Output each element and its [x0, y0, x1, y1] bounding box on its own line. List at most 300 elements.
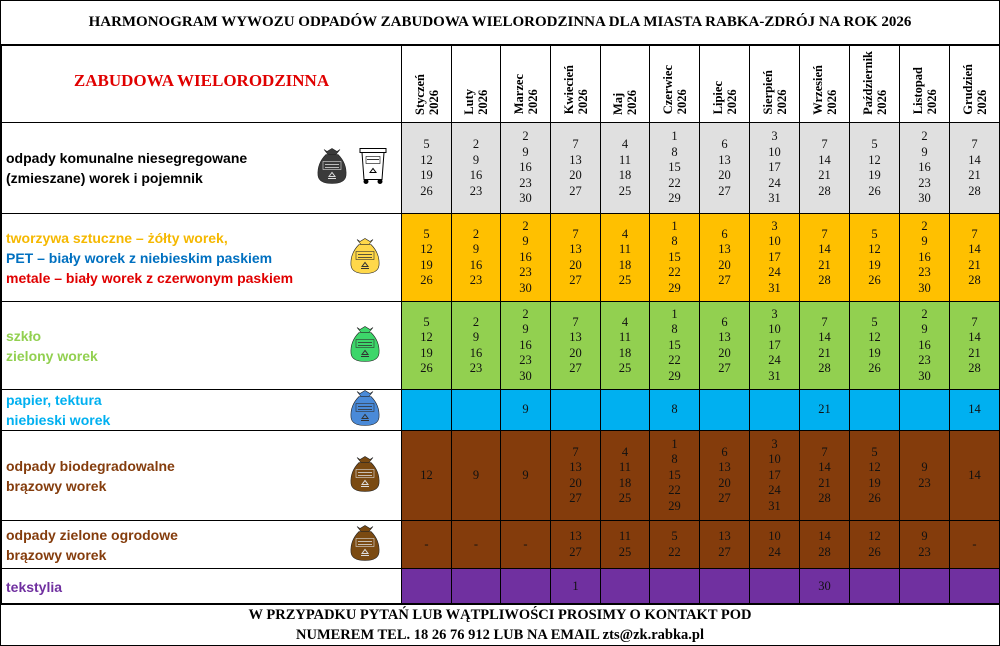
- pickup-date: 18: [618, 345, 632, 360]
- waste-row-tworzywa: [2, 214, 1000, 302]
- date-cell: [402, 214, 452, 302]
- page-title: HARMONOGRAM WYWOZU ODPADÓW ZABUDOWA WIELORODZINNA DLA MIASTA RABKA-ZDRÓJ NA ROK 2026: [1, 1, 999, 45]
- pickup-date: 25: [618, 183, 632, 198]
- month-year: 2026: [874, 89, 889, 115]
- pickup-date: 4: [621, 444, 629, 459]
- date-cell: [750, 302, 800, 390]
- pickup-date: 19: [420, 345, 433, 360]
- month-header: [850, 46, 900, 123]
- month-year: 2026: [674, 89, 689, 115]
- pickup-date: 25: [618, 361, 632, 375]
- subtitle-cell: [2, 46, 402, 123]
- pickup-date: 27: [569, 491, 582, 505]
- date-cell: [501, 302, 551, 390]
- month-label: [811, 65, 839, 115]
- date-cell: [650, 302, 700, 390]
- pickup-date: 14: [968, 330, 981, 344]
- pickup-date: 20: [718, 257, 731, 272]
- pickup-date: 30: [918, 280, 931, 295]
- waste-row-komunalne: [2, 123, 1000, 214]
- pickup-date: 27: [569, 361, 582, 375]
- pickup-date: 26: [868, 183, 881, 198]
- pickup-date: 11: [618, 242, 632, 256]
- pickup-date: 2: [522, 218, 529, 233]
- waste-label-cell: [2, 123, 402, 214]
- pickup-date: 2: [522, 306, 529, 321]
- pickup-date: 27: [718, 361, 731, 375]
- month-name: Marzec: [511, 74, 526, 115]
- month-name: Sierpień: [760, 70, 775, 115]
- pickup-date: 19: [868, 345, 881, 360]
- pickup-date: 9: [522, 234, 529, 249]
- month-header: [650, 46, 700, 123]
- pickup-date: 23: [519, 353, 532, 368]
- date-cell: [950, 521, 1000, 569]
- pickup-date: 28: [968, 361, 981, 375]
- pickup-date: 22: [668, 265, 681, 280]
- waste-label-line: brązowy worek: [6, 477, 107, 494]
- date-cell: [700, 123, 750, 214]
- waste-label-cell: [2, 431, 402, 521]
- date-cell: [501, 569, 551, 605]
- pickup-date: 16: [918, 249, 931, 264]
- month-name: Czerwiec: [660, 65, 675, 115]
- date-cell: [850, 390, 900, 431]
- pickup-date: 31: [768, 368, 781, 383]
- pickup-date: 2: [921, 218, 928, 233]
- pickup-date: 1: [671, 306, 678, 321]
- date-cell: [501, 123, 551, 214]
- pickup-date: 7: [572, 314, 579, 329]
- pickup-date: 30: [519, 280, 532, 295]
- pickup-date: 9: [522, 402, 529, 417]
- pickup-date: 17: [768, 467, 781, 482]
- date-cell: [850, 431, 900, 521]
- month-header-row: [2, 46, 1000, 123]
- pickup-date: 7: [572, 226, 579, 241]
- pickup-date: 20: [718, 475, 731, 490]
- pickup-date: 31: [768, 191, 781, 206]
- pickup-date: 5: [423, 137, 430, 151]
- pickup-date: 7: [572, 137, 579, 151]
- waste-label-line: (zmieszane) worek i pojemnik: [6, 170, 203, 186]
- pickup-date: 16: [918, 337, 931, 352]
- pickup-date: 26: [420, 183, 433, 198]
- month-header: [900, 46, 950, 123]
- pickup-date: 9: [921, 234, 928, 249]
- pickup-date: 15: [668, 337, 681, 352]
- pickup-date: 14: [818, 529, 831, 543]
- pickup-date: 12: [868, 330, 881, 344]
- date-cell: [452, 214, 501, 302]
- waste-label-line: papier, tektura: [6, 392, 102, 408]
- pickup-date: 21: [818, 345, 831, 360]
- pickup-date: 24: [768, 483, 781, 498]
- waste-label-line: zielony worek: [6, 347, 98, 364]
- date-cell: [700, 521, 750, 569]
- pickup-date: 27: [569, 544, 582, 559]
- waste-label-line: niebieski worek: [6, 412, 111, 428]
- pickup-date: 29: [668, 191, 681, 206]
- date-cell: [452, 390, 501, 431]
- pickup-date: 19: [868, 168, 881, 182]
- date-cell: [650, 123, 700, 214]
- pickup-date: 27: [569, 273, 582, 287]
- pickup-date: 9: [472, 330, 480, 344]
- pickup-date: 7: [821, 137, 828, 151]
- month-header: [551, 46, 601, 123]
- pickup-date: 13: [718, 152, 731, 167]
- pickup-date: 24: [768, 353, 781, 368]
- waste-row-papier: [2, 390, 1000, 431]
- pickup-date: 7: [821, 444, 828, 459]
- pickup-date: 23: [469, 273, 483, 287]
- month-name: Lipiec: [710, 81, 725, 115]
- date-cell: [900, 214, 950, 302]
- pickup-date: 17: [768, 337, 781, 352]
- month-label: [512, 74, 540, 114]
- pickup-date: -: [473, 536, 479, 551]
- month-year: 2026: [774, 89, 789, 115]
- pickup-date: 1: [671, 436, 678, 451]
- month-header: [950, 46, 1000, 123]
- pickup-date: 15: [668, 467, 681, 482]
- pickup-date: 28: [818, 183, 831, 198]
- pickup-date: 20: [569, 168, 582, 182]
- pickup-date: 25: [618, 544, 632, 559]
- pickup-date: 14: [818, 330, 831, 344]
- pickup-date: 9: [921, 460, 928, 474]
- pickup-date: 12: [420, 152, 433, 167]
- date-cell: [900, 302, 950, 390]
- date-cell: [900, 521, 950, 569]
- pickup-date: 13: [569, 529, 582, 543]
- pickup-date: 5: [871, 226, 878, 241]
- pickup-date: 29: [668, 280, 681, 295]
- pickup-date: 18: [618, 475, 632, 490]
- bin-icon: [357, 146, 389, 191]
- date-cell: [402, 123, 452, 214]
- pickup-date: 23: [918, 544, 931, 559]
- month-label: [661, 65, 689, 114]
- pickup-date: 5: [423, 226, 430, 241]
- pickup-date: 11: [618, 152, 632, 167]
- pickup-date: 20: [569, 345, 582, 360]
- pickup-date: 18: [618, 168, 632, 182]
- pickup-date: 27: [718, 544, 731, 559]
- month-label: [861, 51, 889, 115]
- pickup-date: 23: [918, 353, 931, 368]
- pickup-date: 26: [868, 361, 881, 375]
- pickup-date: 7: [572, 444, 579, 459]
- date-cell: [750, 569, 800, 605]
- pickup-date: 9: [472, 152, 480, 167]
- month-year: 2026: [724, 89, 739, 115]
- waste-label-cell: [2, 214, 402, 302]
- pickup-date: 6: [721, 314, 728, 329]
- pickup-date: 11: [618, 460, 632, 474]
- date-cell: [402, 431, 452, 521]
- pickup-date: 13: [569, 330, 582, 344]
- pickup-date: 16: [519, 160, 532, 175]
- pickup-date: 20: [718, 345, 731, 360]
- pickup-date: 28: [818, 544, 831, 559]
- waste-label-line: brązowy worek: [6, 546, 107, 563]
- waste-label-cell: [2, 390, 402, 431]
- waste-label-line: szkło: [6, 327, 42, 344]
- month-header: [452, 46, 501, 123]
- pickup-date: 19: [868, 475, 881, 490]
- date-cell: [900, 123, 950, 214]
- pickup-date: 10: [768, 144, 781, 159]
- date-cell: [750, 390, 800, 431]
- pickup-date: 8: [671, 144, 678, 159]
- pickup-date: 8: [671, 322, 678, 337]
- date-cell: [850, 569, 900, 605]
- pickup-date: 28: [818, 273, 831, 287]
- pickup-date: 23: [469, 183, 483, 198]
- pickup-date: 14: [968, 152, 981, 167]
- date-cell: [700, 302, 750, 390]
- date-cell: [700, 431, 750, 521]
- month-header: [501, 46, 551, 123]
- pickup-date: 15: [668, 249, 681, 264]
- date-cell: [800, 123, 850, 214]
- waste-row-bio: [2, 431, 1000, 521]
- pickup-date: 21: [818, 257, 831, 272]
- waste-label-line: odpady zielone ogrodowe: [6, 526, 178, 543]
- pickup-date: 2: [921, 306, 928, 321]
- date-cell: [850, 302, 900, 390]
- month-header: [402, 46, 452, 123]
- month-year: 2026: [426, 89, 441, 115]
- date-cell: [650, 390, 700, 431]
- pickup-date: 9: [921, 144, 928, 159]
- month-header: [800, 46, 850, 123]
- waste-label-line: PET – biały worek z niebieskim paskiem: [6, 249, 273, 266]
- pickup-date: 26: [420, 273, 433, 287]
- pickup-date: 31: [768, 498, 781, 513]
- pickup-date: 21: [968, 168, 981, 182]
- pickup-date: 23: [519, 175, 532, 190]
- pickup-date: 2: [921, 129, 928, 144]
- month-name: Listopad: [910, 67, 925, 115]
- pickup-date: 9: [472, 242, 480, 256]
- date-cell: [850, 214, 900, 302]
- pickup-date: 9: [522, 322, 529, 337]
- pickup-date: 10: [768, 529, 781, 543]
- pickup-date: 9: [472, 467, 480, 482]
- pickup-date: 5: [871, 314, 878, 329]
- pickup-date: 13: [569, 460, 582, 474]
- pickup-date: 16: [469, 168, 483, 182]
- waste-row-szklo: [2, 302, 1000, 390]
- date-cell: [551, 302, 601, 390]
- pickup-date: 13: [718, 460, 731, 474]
- pickup-date: 26: [420, 361, 433, 375]
- pickup-date: 20: [718, 168, 731, 182]
- date-cell: [950, 214, 1000, 302]
- pickup-date: 9: [921, 529, 928, 543]
- waste-label-line: tekstylia: [6, 578, 63, 595]
- date-cell: [950, 123, 1000, 214]
- pickup-date: 7: [971, 226, 978, 241]
- pickup-date: 24: [768, 265, 781, 280]
- pickup-date: 2: [522, 129, 529, 144]
- month-year: 2026: [824, 89, 839, 115]
- pickup-date: 19: [868, 257, 881, 272]
- waste-label-cell: [2, 569, 402, 605]
- pickup-date: 26: [868, 491, 881, 505]
- pickup-date: 24: [768, 175, 781, 190]
- pickup-date: 7: [821, 226, 828, 241]
- pickup-date: 5: [423, 314, 430, 329]
- date-cell: [700, 214, 750, 302]
- pickup-date: 15: [668, 160, 681, 175]
- date-cell: [900, 390, 950, 431]
- date-cell: [700, 569, 750, 605]
- pickup-date: 17: [768, 249, 781, 264]
- date-cell: [750, 123, 800, 214]
- pickup-date: 30: [818, 578, 831, 593]
- pickup-date: 18: [618, 257, 632, 272]
- date-cell: [950, 569, 1000, 605]
- pickup-date: -: [523, 536, 528, 551]
- pickup-date: 13: [569, 152, 582, 167]
- month-name: Grudzień: [960, 63, 975, 115]
- pickup-date: 13: [569, 242, 582, 256]
- date-cell: [601, 569, 650, 605]
- pickup-date: 5: [671, 529, 678, 543]
- waste-label-cell: [2, 302, 402, 390]
- date-cell: [551, 521, 601, 569]
- pickup-date: 21: [818, 402, 831, 417]
- date-cell: [950, 390, 1000, 431]
- month-header: [700, 46, 750, 123]
- date-cell: [950, 302, 1000, 390]
- pickup-date: 30: [918, 368, 931, 383]
- pickup-date: 3: [771, 218, 778, 233]
- month-year: 2026: [974, 89, 989, 115]
- bag-icon-black: [314, 146, 350, 191]
- month-label: [562, 65, 590, 114]
- date-cell: [452, 521, 501, 569]
- pickup-date: 12: [868, 242, 881, 256]
- pickup-date: 25: [618, 491, 632, 505]
- waste-row-tekstylia: [2, 569, 1000, 605]
- date-cell: [650, 521, 700, 569]
- pickup-date: 27: [718, 273, 731, 287]
- pickup-date: 31: [768, 280, 781, 295]
- pickup-date: 14: [968, 402, 981, 417]
- schedule-body: [2, 46, 1000, 605]
- pickup-date: 27: [569, 183, 582, 198]
- pickup-date: 6: [721, 444, 728, 459]
- pickup-date: 25: [618, 273, 632, 287]
- pickup-date: 14: [968, 242, 981, 256]
- pickup-date: 14: [818, 460, 831, 474]
- pickup-date: 1: [671, 129, 678, 144]
- pickup-date: 12: [868, 460, 881, 474]
- pickup-date: 28: [968, 183, 981, 198]
- footer-line-2: NUMEREM TEL. 18 26 76 912 LUB NA EMAIL zts@zk.rabka.pl: [296, 627, 704, 643]
- pickup-date: 8: [671, 402, 678, 417]
- pickup-date: 2: [472, 226, 480, 241]
- waste-label-line: odpady biodegradowalne: [6, 457, 175, 474]
- month-year: 2026: [525, 89, 540, 115]
- pickup-date: 13: [718, 330, 731, 344]
- date-cell: [800, 302, 850, 390]
- pickup-date: 26: [868, 273, 881, 287]
- pickup-date: 28: [968, 273, 981, 287]
- month-header: [601, 46, 650, 123]
- pickup-date: 7: [821, 314, 828, 329]
- date-cell: [900, 431, 950, 521]
- month-name: Luty: [462, 88, 476, 115]
- section-subtitle: ZABUDOWA WIELORODZINNA: [73, 71, 330, 90]
- date-cell: [402, 390, 452, 431]
- pickup-date: 10: [768, 234, 781, 249]
- date-cell: [601, 431, 650, 521]
- month-name: Styczeń: [412, 73, 427, 115]
- date-cell: [800, 431, 850, 521]
- date-cell: [650, 569, 700, 605]
- pickup-date: 7: [971, 137, 978, 151]
- pickup-date: 1: [671, 218, 678, 233]
- pickup-date: 12: [868, 529, 881, 543]
- pickup-date: 16: [519, 249, 532, 264]
- pickup-date: 27: [718, 183, 731, 198]
- pickup-date: 17: [768, 160, 781, 175]
- pickup-date: 12: [420, 467, 433, 482]
- date-cell: [750, 431, 800, 521]
- pickup-date: 26: [868, 544, 881, 559]
- pickup-date: 4: [621, 137, 629, 151]
- date-cell: [800, 569, 850, 605]
- date-cell: [950, 431, 1000, 521]
- waste-label-line: metale – biały worek z czerwonym paskiem: [6, 269, 294, 286]
- date-cell: [402, 302, 452, 390]
- pickup-date: 9: [522, 467, 529, 482]
- pickup-date: 19: [420, 257, 433, 272]
- pickup-date: 8: [671, 234, 678, 249]
- pickup-date: 12: [420, 242, 433, 256]
- date-cell: [650, 431, 700, 521]
- date-cell: [501, 214, 551, 302]
- date-cell: [452, 302, 501, 390]
- date-cell: [452, 431, 501, 521]
- pickup-date: 30: [918, 191, 931, 206]
- date-cell: [850, 123, 900, 214]
- pickup-date: 23: [918, 475, 931, 490]
- pickup-date: 6: [721, 137, 728, 151]
- pickup-date: 24: [768, 544, 781, 559]
- date-cell: [551, 431, 601, 521]
- month-name: Maj: [611, 92, 625, 115]
- pickup-date: 22: [668, 175, 681, 190]
- date-cell: [551, 569, 601, 605]
- month-label: [761, 70, 789, 114]
- month-year: 2026: [575, 89, 590, 115]
- pickup-date: 23: [469, 361, 483, 375]
- pickup-date: 21: [968, 257, 981, 272]
- pickup-date: 21: [968, 345, 981, 360]
- month-label: [961, 64, 989, 115]
- date-cell: [501, 431, 551, 521]
- pickup-date: 20: [569, 257, 582, 272]
- date-cell: [601, 521, 650, 569]
- pickup-date: 21: [818, 475, 831, 490]
